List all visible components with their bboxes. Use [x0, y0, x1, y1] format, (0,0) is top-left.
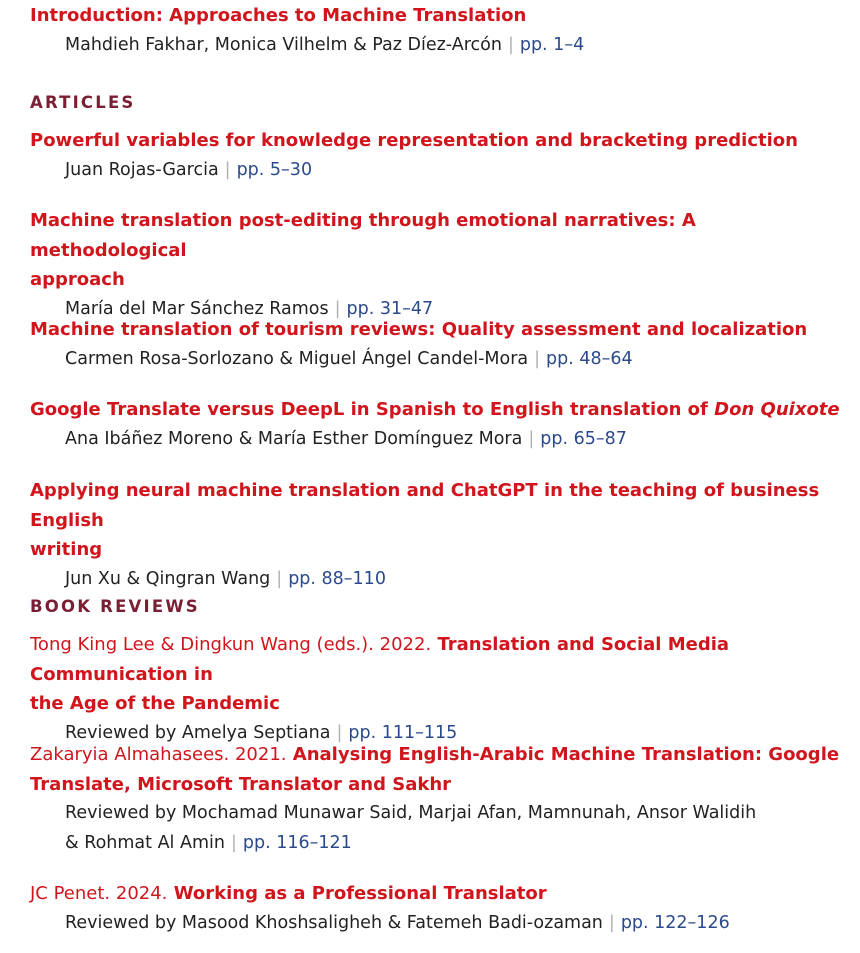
entry-title[interactable] — [30, 476, 845, 565]
section-heading-articles: ARTICLES — [30, 93, 136, 112]
section-heading-book-reviews: BOOK REVIEWS — [30, 597, 200, 616]
title-part: the Age of the Pandemic — [30, 693, 280, 714]
toc-entry-article — [30, 206, 845, 324]
entry-title[interactable] — [30, 740, 845, 799]
title-part: approach — [30, 269, 125, 290]
title-part: Machine translation post-editing through emotional narratives — [30, 210, 669, 231]
author-names: Ana Ibáñez Moreno & María Esther Domínguez Mora — [65, 428, 523, 449]
entry-title[interactable] — [30, 879, 845, 909]
separator: | — [224, 159, 231, 180]
entry-authors — [30, 565, 845, 595]
page-range: pp. 5–30 — [236, 159, 313, 180]
separator: | — [507, 34, 514, 55]
title-colon: : — [668, 210, 676, 231]
toc-entry-review — [30, 879, 845, 938]
reviewer-names: Reviewed by Masood Khoshsaligheh & Fatemeh Badi-ozaman — [65, 912, 603, 933]
title-part: Applying neural machine translation and ChatGPT in the teaching of business English — [30, 480, 820, 531]
toc-entry-review — [30, 740, 845, 858]
title-colon: : — [155, 5, 163, 26]
separator: | — [276, 568, 283, 589]
title-part: Approaches to Machine Translation — [169, 5, 527, 26]
title-part: Quality assessment and localization — [441, 319, 808, 340]
review-citation: JC Penet. 2024. — [30, 883, 168, 904]
page-range: pp. 111–115 — [348, 722, 458, 743]
separator: | — [334, 298, 341, 319]
entry-title[interactable] — [30, 126, 845, 156]
title-italic: Don Quixote — [714, 399, 840, 420]
page-range: pp. 116–121 — [242, 832, 352, 853]
review-citation: Zakaryia Almahasees. 2021. — [30, 744, 287, 765]
entry-authors — [30, 31, 845, 61]
author-names: Carmen Rosa-Sorlozano & Miguel Ángel Candel-Mora — [65, 348, 529, 369]
title-part: Translation and Social Media Communication in — [30, 634, 730, 685]
page-range: pp. 65–87 — [540, 428, 627, 449]
author-names: Jun Xu & Qingran Wang — [65, 568, 271, 589]
entry-title[interactable] — [30, 630, 845, 719]
reviewer-names: & Rohmat Al Amin — [65, 832, 225, 853]
entry-title[interactable] — [30, 1, 845, 31]
toc-entry-article — [30, 476, 845, 594]
separator: | — [534, 348, 541, 369]
separator: | — [608, 912, 615, 933]
author-names: Juan Rojas-Garcia — [65, 159, 219, 180]
review-citation: Tong King Lee & Dingkun Wang (eds.). 2022. — [30, 634, 432, 655]
entry-authors — [30, 345, 845, 375]
author-names: Mahdieh Fakhar, Monica Vilhelm & Paz Díez-Arcón — [65, 34, 502, 55]
separator: | — [528, 428, 535, 449]
reviewer-names: Reviewed by Mochamad Munawar Said, Marjai Afan, Mamnunah, Ansor Walidih — [65, 803, 757, 823]
title-part: Translate, Microsoft Translator and Sakhr — [30, 773, 452, 795]
title-colon: : — [428, 319, 436, 340]
entry-authors — [30, 909, 845, 939]
page-range: pp. 48–64 — [546, 348, 633, 369]
page-range: pp. 31–47 — [346, 298, 434, 319]
entry-authors — [30, 425, 845, 455]
title-part: writing — [30, 539, 103, 560]
entry-title[interactable] — [30, 315, 845, 345]
author-names: María del Mar Sánchez Ramos — [65, 298, 329, 319]
entry-authors — [30, 156, 845, 186]
title-part: Introduction — [30, 5, 156, 26]
page-range: pp. 88–110 — [288, 568, 386, 589]
toc-entry-introduction — [30, 1, 845, 60]
entry-title[interactable] — [30, 206, 845, 295]
title-part: Machine translation of tourism reviews — [30, 319, 429, 340]
entry-authors — [30, 799, 845, 858]
toc-entry-review — [30, 630, 845, 748]
entry-title[interactable] — [30, 395, 845, 425]
title-part: Powerful variables for knowledge representation and bracketing prediction — [30, 130, 798, 151]
page-range: pp. 1–4 — [519, 34, 585, 55]
separator: | — [336, 722, 343, 743]
title-part: Google Translate versus DeepL in Spanish to English translation of — [30, 399, 708, 420]
title-part: Analysing English-Arabic Machine Translation: Google — [292, 744, 840, 765]
separator: | — [230, 832, 237, 853]
title-part: Working as a Professional Translator — [173, 883, 547, 904]
toc-entry-article — [30, 315, 845, 374]
toc-entry-article — [30, 126, 845, 185]
reviewer-names: Reviewed by Amelya Septiana — [65, 722, 331, 743]
toc-entry-article — [30, 395, 845, 454]
title-part: A methodological — [30, 210, 696, 261]
page-range: pp. 122–126 — [620, 912, 730, 933]
